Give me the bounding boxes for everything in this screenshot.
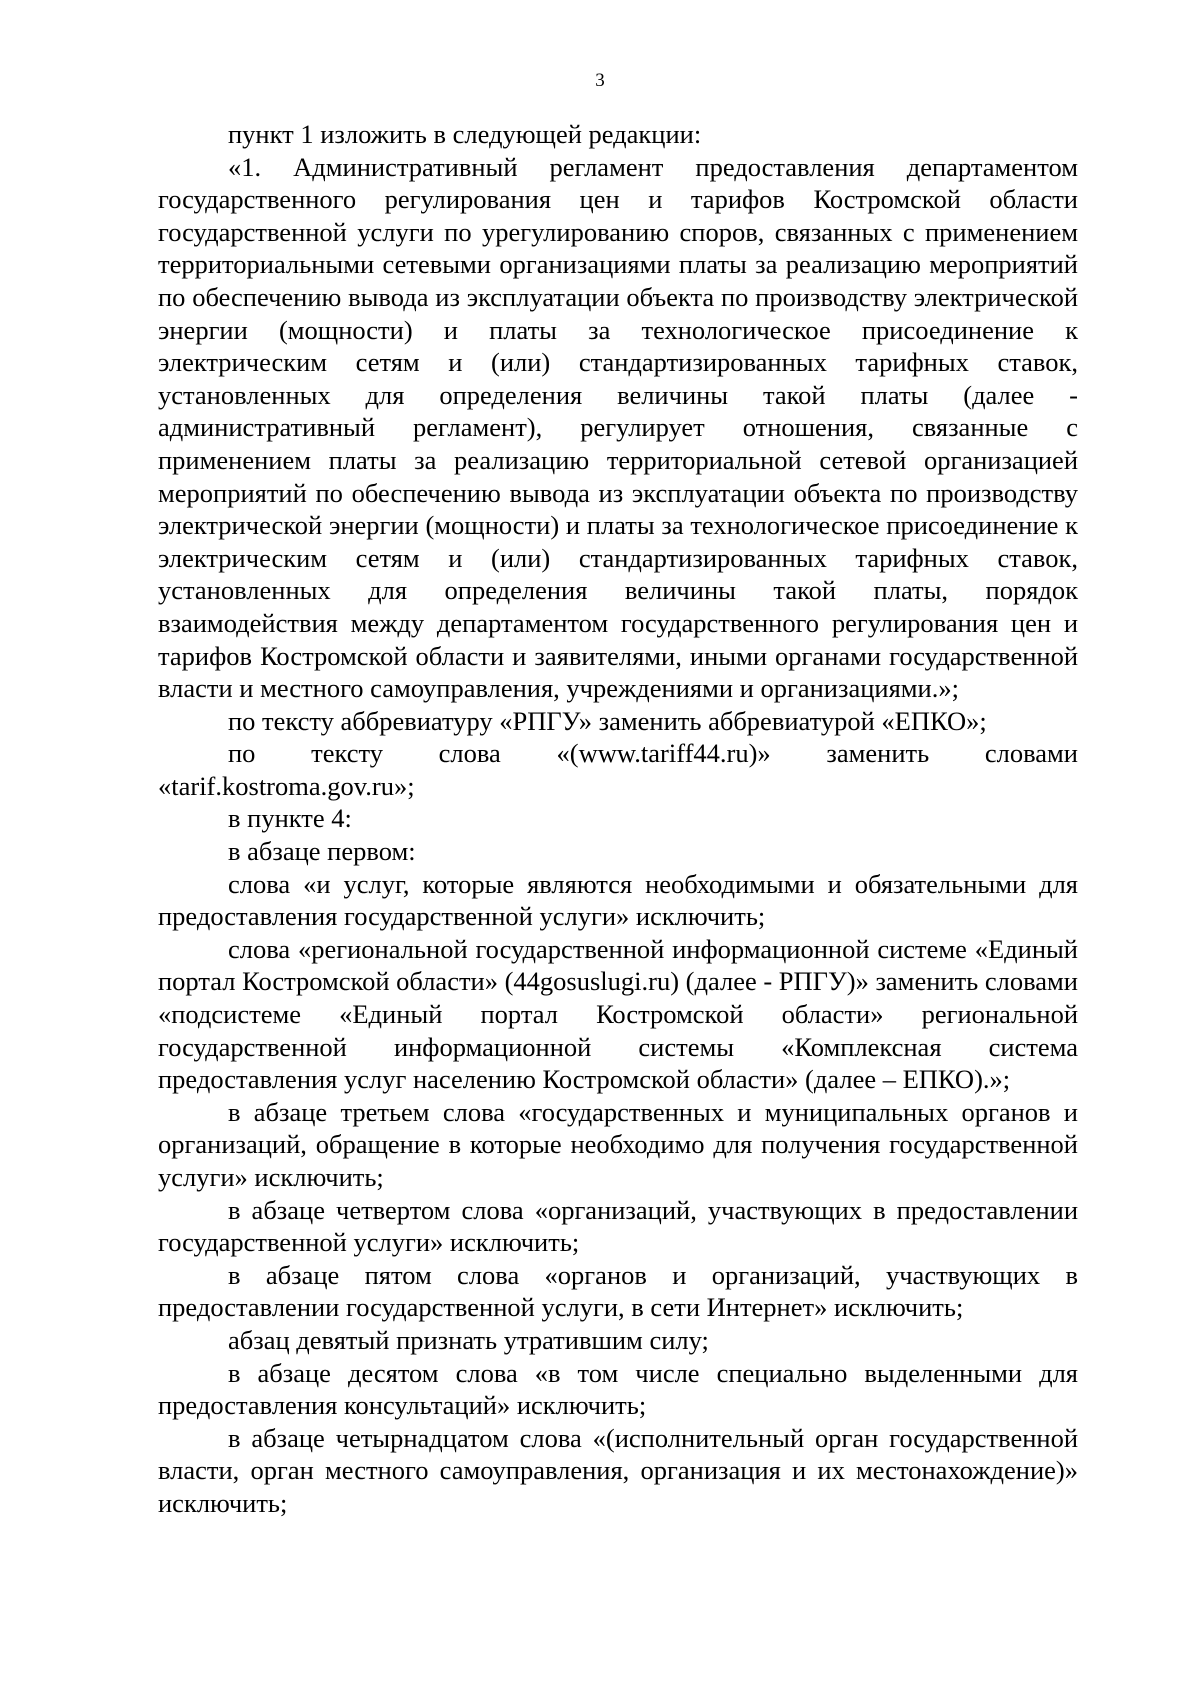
paragraph: слова «региональной государственной информационной системе «Единый портал Костромской области» (44gosuslugi.ru) (далее - РПГУ)» заменить словами «подсистеме «Единый портал Костромской области» региональной государственной информационной системы «Комплексная система предоставления услуг населению Костромской области» (далее – ЕПКО).»; — [158, 933, 1078, 1095]
paragraph: пункт 1 изложить в следующей редакции: — [228, 119, 702, 149]
document-body — [158, 118, 1078, 1520]
paragraph: абзац девятый признать утратившим силу; — [228, 1324, 709, 1355]
page-number: 3 — [595, 70, 605, 91]
paragraph: в абзаце четырнадцатом слова «(исполнительный орган государственной власти, орган местного самоуправления, организация и их местонахождение)» исключить; — [158, 1422, 1078, 1518]
paragraph: слова «и услуг, которые являются необходимыми и обязательными для предоставления государственной услуги» исключить; — [158, 868, 1078, 932]
paragraph: по тексту слова «(www.tariff44.ru)» заменить словами «tarif.kostroma.gov.ru»; — [158, 738, 1078, 801]
paragraph: в пункте 4: — [228, 803, 352, 834]
paragraph: «1. Административный регламент предоставления департаментом государственного регулирования цен и тарифов Костромской области государственной услуги по урегулированию споров, связанных с применением территориальными сетевыми организациями платы за реализацию мероприятий по обеспечению вывода из эксплуатации объекта по производству электрической энергии (мощности) и платы за технологическое присоединение к электрическим сетям и (или) стандартизированных тарифных ставок, установленных для определения величины такой платы (далее - административный регламент), регулирует отношения, связанные с применением платы за реализацию территориальной сетевой организацией мероприятий по обеспечению вывода из эксплуатации объекта по производству электрической энергии (мощности) и платы за технологическое присоединение к электрическим сетям и (или) стандартизированных тарифных ставок, установленных для определения величины такой платы, порядок взаимодействия между департаментом государственного регулирования цен и тарифов Костромской области и заявителями, иными органами государственной власти и местного самоуправления, учреждениями и организациями.»; — [158, 151, 1078, 704]
paragraph: по тексту аббревиатуру «РПГУ» заменить аббревиатурой «ЕПКО»; — [228, 705, 987, 736]
paragraph: в абзаце третьем слова «государственных и муниципальных органов и организаций, обращение в которые необходимо для получения государственной услуги» исключить; — [158, 1096, 1078, 1192]
paragraph: в абзаце пятом слова «органов и организаций, участвующих в предоставлении государственной услуги, в сети Интернет» исключить; — [158, 1259, 1078, 1323]
paragraph: в абзаце десятом слова «в том числе специально выделенными для предоставления консультаций» исключить; — [158, 1357, 1078, 1421]
paragraph: в абзаце первом: — [228, 836, 416, 867]
paragraph: в абзаце четвертом слова «организаций, участвующих в предоставлении государственной услуги» исключить; — [158, 1194, 1078, 1258]
